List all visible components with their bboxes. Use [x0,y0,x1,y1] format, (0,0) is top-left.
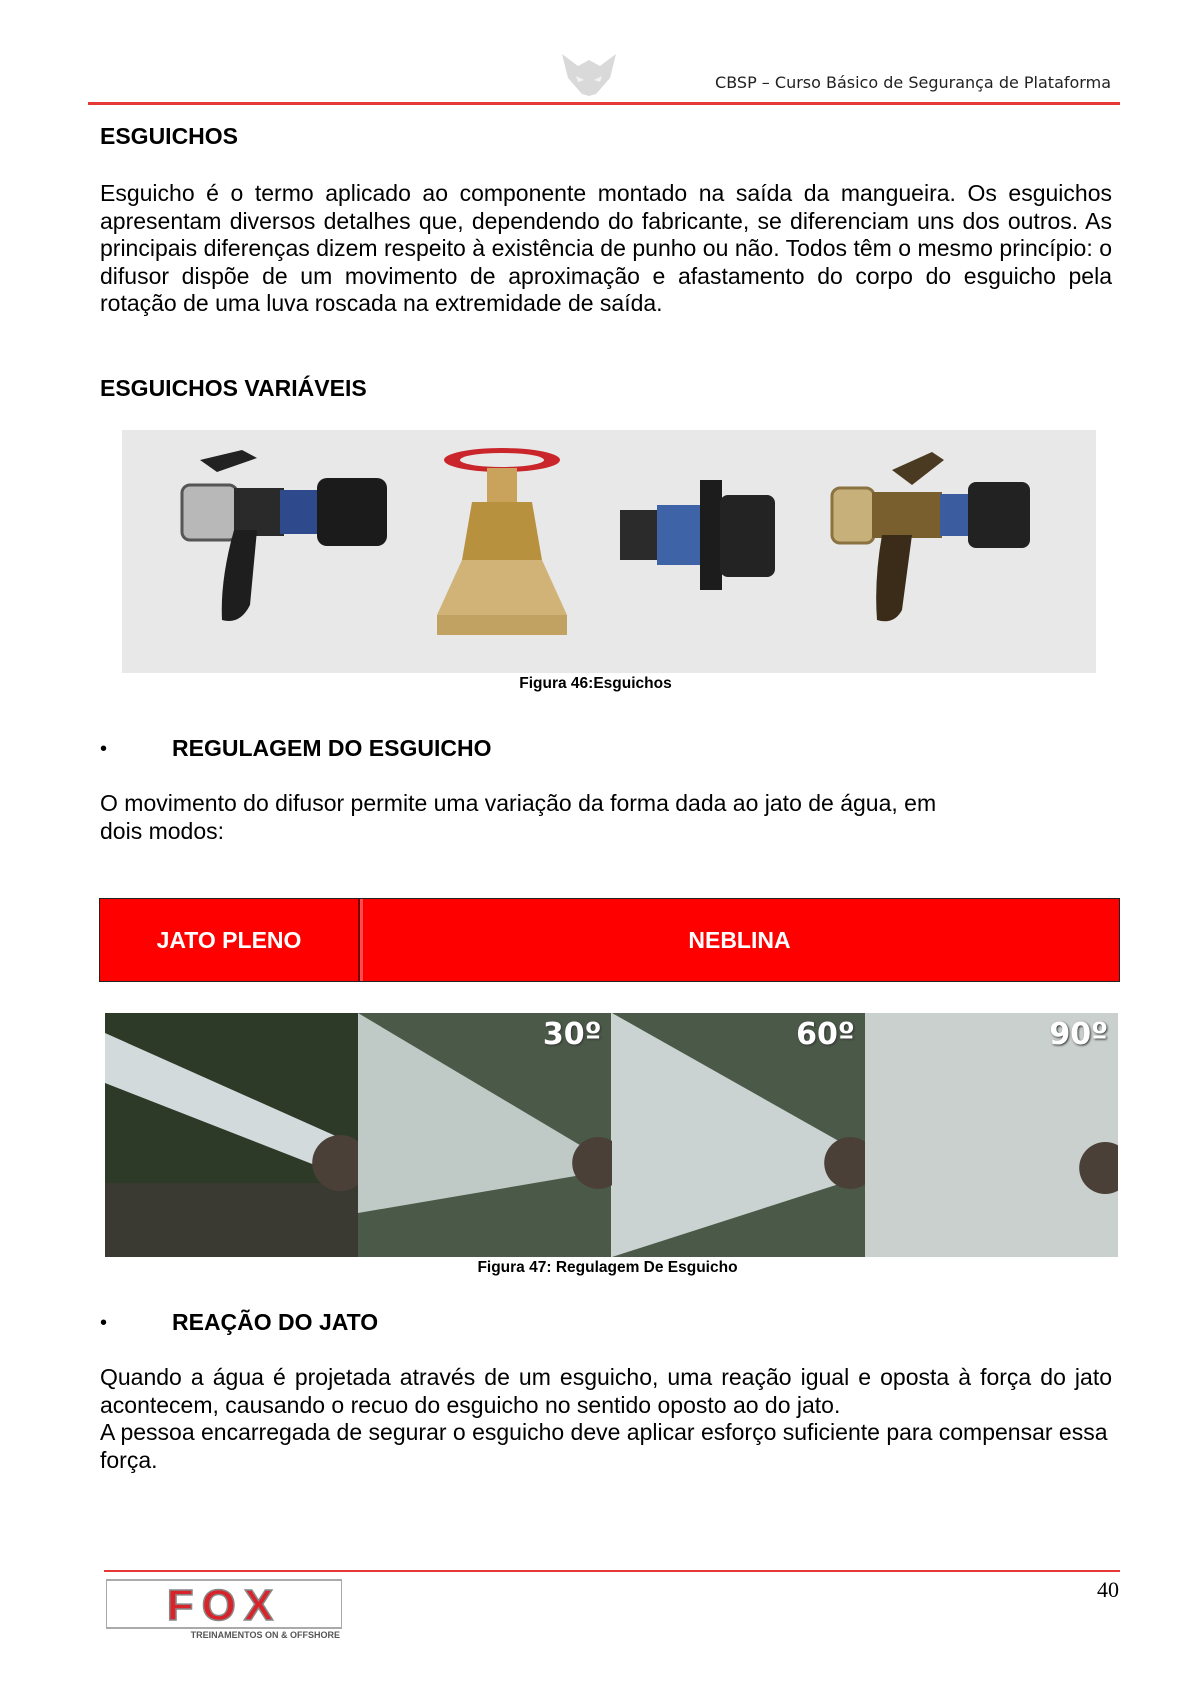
spray-panel-30-degrees [358,1013,611,1257]
table-header-jato-pleno: JATO PLENO [100,899,360,981]
nozzle-modes-table [99,898,1120,982]
angle-label-30: 30º [542,1017,602,1052]
svg-text:TREINAMENTOS ON & OFFSHORE: TREINAMENTOS ON & OFFSHORE [190,1630,340,1640]
nozzles-figure [122,430,1096,673]
spray-panel-jato-pleno [105,1013,358,1257]
spray-panel-60-degrees [612,1013,865,1257]
section-heading-regulagem: REGULAGEM DO ESGUICHO [172,735,492,761]
bullet-reacao: • [100,1312,108,1334]
spray-panel-90-degrees [865,1013,1118,1257]
fox-company-logo [106,1578,342,1640]
nozzle-pistol-grip-image [182,450,387,621]
bullet-regulagem: • [100,738,108,760]
nozzle-brass-pistol-image [832,452,1030,621]
figure-47-caption: Figura 47: Regulagem De Esguicho [477,1259,738,1276]
header-title: CBSP – Curso Básico de Segurança de Plataforma [715,73,1111,92]
regulagem-paragraph [100,790,936,845]
figure-46-caption: Figura 46:Esguichos [519,675,672,692]
reacao-paragraph-2: A pessoa encarregada de segurar o esguicho deve aplicar esforço suficiente para compensar essa força. [100,1419,1108,1473]
regulagem-paragraph-line1: O movimento do difusor permite uma variação da forma dada ao jato de água, em [100,790,937,816]
table-header-neblina: NEBLINA [688,926,791,953]
esguichos-paragraph: Esguicho é o termo aplicado ao componente montado na saída da mangueira. Os esguichos apresentam diversos detalhes que, dependendo do fabricante, se diferenciam uns dos outros. As principais diferenças dizem respeito à existência de punho ou não. Todos têm o mesmo princípio: o difusor dispõe de um movimento de aproximação e afastamento do corpo do esguicho pela rotação de uma luva roscada na extremidade de saída. [100,180,1112,316]
regulagem-paragraph-line2: dois modos: [100,817,225,844]
svg-text:FOX: FOX [166,1581,282,1630]
spray-patterns-figure [105,1013,1118,1257]
fox-watermark-logo [556,50,622,98]
angle-label-60: 60º [796,1017,855,1052]
nozzle-compact-image [620,480,775,590]
footer-divider [104,1570,1120,1572]
reacao-paragraph-1: Quando a água é projetada através de um esguicho, uma reação igual e oposta à força do jato acontecem, causando o recuo do esguicho no sentido oposto ao do jato. [100,1364,1112,1418]
nozzle-brass-wheel-image [437,448,567,635]
section-heading-reacao: REAÇÃO DO JATO [172,1309,379,1335]
header-divider [88,102,1120,105]
section-heading-esguichos: ESGUICHOS [100,123,239,149]
section-heading-variaveis: ESGUICHOS VARIÁVEIS [100,375,367,401]
page-number: 40 [1097,1577,1119,1602]
angle-label-90: 90º [1049,1017,1108,1052]
